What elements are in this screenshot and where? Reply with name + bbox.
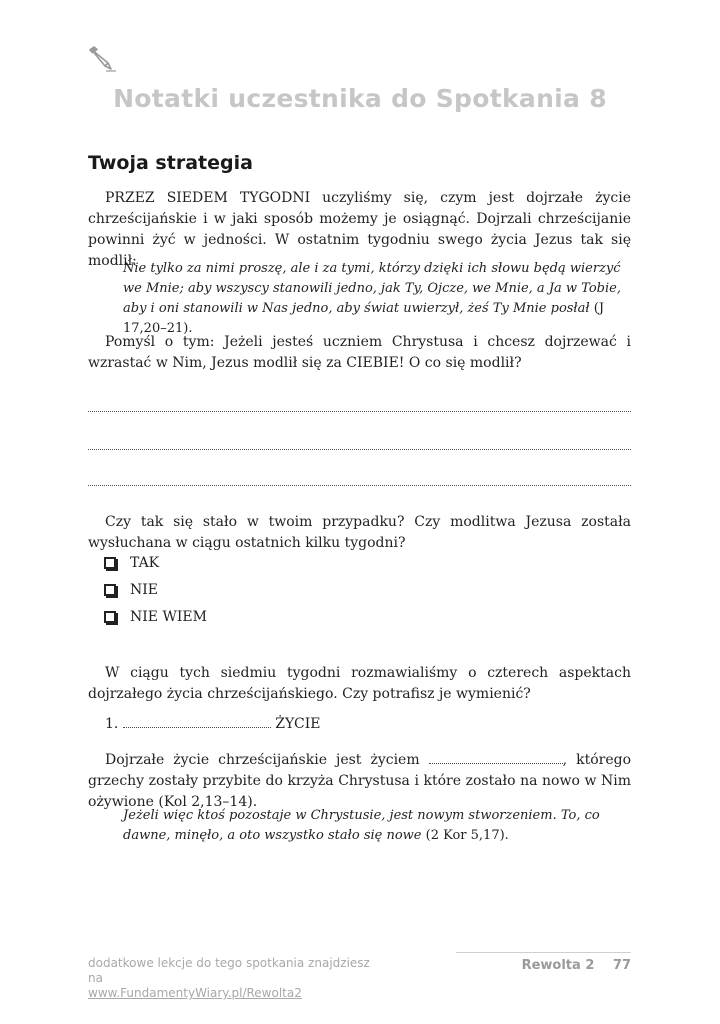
definition-before: Dojrzałe życie chrześcijańskie jest życiem (105, 752, 429, 768)
item-number: 1. (105, 716, 119, 732)
scripture-quote-corinthians (123, 806, 631, 846)
checkbox-icon[interactable] (104, 557, 116, 569)
quote-john-ref: (J 17,20–21). (123, 301, 605, 336)
book-title: Rewolta 2 (521, 958, 595, 973)
section-heading: Twoja strategia (88, 152, 253, 174)
aspects-text: W ciągu tych siedmiu tygodni rozmawialiśmy o czterech aspektach dojrzałego życia chrześcijańskiego. Czy potrafisz je wymienić? (88, 665, 631, 702)
quote-john-text: Nie tylko za nimi proszę, ale i za tymi, którzy dzięki ich słowu będą wierzyć we Mnie; aby wszyscy stanowili jedno, jak Ty, Ojcze, we Mnie, a Ja w Tobie, aby i oni stanowili w Nas jedno, aby świat uwierzył, żeś Ty Mnie posłał (123, 261, 621, 316)
definition-paragraph (88, 750, 631, 813)
footer-link[interactable]: www.FundamentyWiary.pl/Rewolta2 (88, 986, 302, 1000)
option-label: NIE WIEM (130, 609, 207, 625)
pencil-icon (88, 46, 118, 72)
question-text: Czy tak się stało w twoim przypadku? Czy modlitwa Jezusa została wysłuchana w ciągu ostatnich kilku tygodni? (88, 514, 631, 551)
reflection-text: Pomyśl o tym: Jeżeli jesteś uczniem Chrystusa i chcesz dojrzewać i wzrastać w Nim, Jezus modlił się za CIEBIE! O co się modlił? (88, 334, 631, 371)
option-label: TAK (130, 555, 160, 571)
checkbox-icon[interactable] (104, 611, 116, 623)
answer-line-2[interactable] (88, 449, 631, 450)
option-nie-wiem[interactable] (104, 607, 207, 627)
footer-divider (456, 952, 631, 953)
footer-note (88, 956, 388, 1001)
option-nie[interactable] (104, 580, 158, 600)
aspect-item-1 (88, 714, 631, 735)
answer-line-1[interactable] (88, 411, 631, 412)
scripture-quote-john (123, 259, 631, 339)
answer-line-3[interactable] (88, 485, 631, 486)
quote-cor-ref: (2 Kor 5,17). (421, 828, 509, 843)
checkbox-icon[interactable] (104, 584, 116, 596)
item-label: ŻYCIE (275, 716, 321, 732)
definition-after: , którego grzechy zostały przybite do krzyża Chrystusa i które zostało na nowo w Nim ożywione (Kol 2,13–14). (88, 752, 631, 810)
page-number: 77 (612, 958, 631, 973)
option-tak[interactable] (104, 553, 159, 573)
aspects-paragraph (88, 663, 631, 705)
fill-blank-definition[interactable] (429, 751, 563, 764)
quote-cor-text: Jeżeli więc ktoś pozostaje w Chrystusie, jest nowym stworzeniem. To, co dawne, minęło, a oto wszystko stało się nowe (123, 808, 600, 843)
fill-blank-aspect-1[interactable] (123, 715, 271, 728)
reflection-paragraph (88, 332, 631, 374)
page-title: Notatki uczestnika do Spotkania 8 (113, 84, 607, 113)
question-paragraph (88, 512, 631, 554)
footer-note-text: dodatkowe lekcje do tego spotkania znajdziesz na (88, 956, 370, 985)
footer-pagination (522, 958, 631, 973)
intro-text: PRZEZ SIEDEM TYGODNI uczyliśmy się, czym jest dojrzałe życie chrześcijańskie i w jaki sposób możemy je osiągnąć. Dojrzali chrześcijanie powinni żyć w jedności. W ostatnim tygodniu swego życia Jezus tak się modlił: (88, 190, 631, 269)
option-label: NIE (130, 582, 158, 598)
